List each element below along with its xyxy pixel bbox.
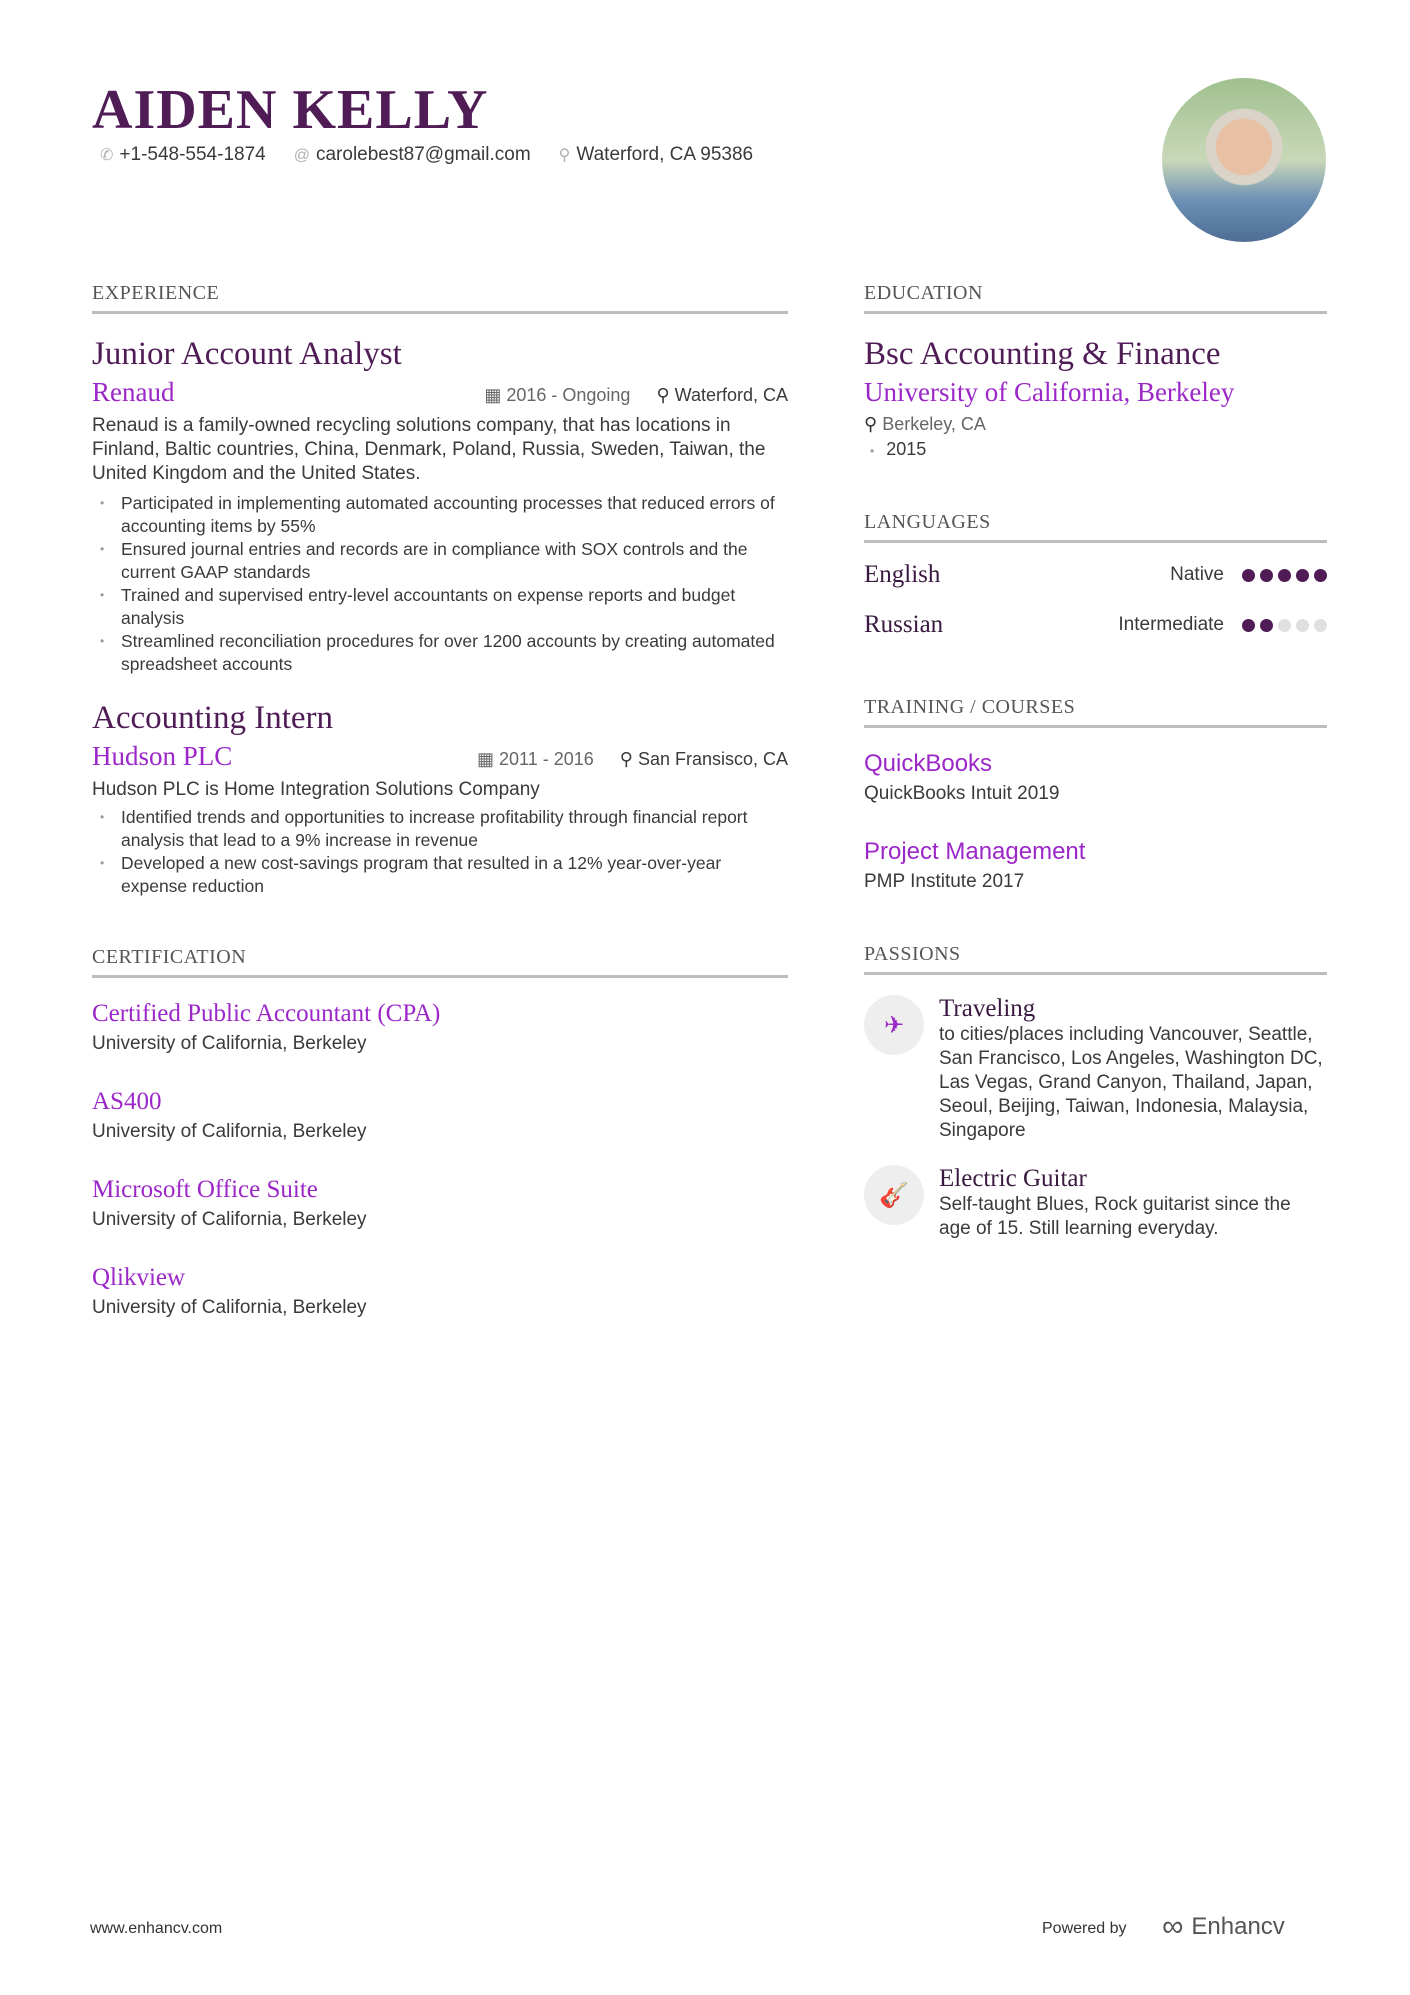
cert-issuer: University of California, Berkeley: [92, 1033, 367, 1054]
education-section: EDUCATION Bsc Accounting & Finance University of California, Berkeley ⚲ Berkeley, CA • 2015: [864, 282, 1327, 460]
passion-description: to cities/places including Vancouver, Seattle, San Francisco, Los Angeles, Washington DC, Las Vegas, Grand Canyon, Thailand, Japan, Seoul, Beijing, Taiwan, Indonesia, Malaysia, Singapore: [939, 1024, 1323, 1141]
bullet: • Trained and supervised entry-level accountants on expense reports and budget analysis: [92, 584, 788, 630]
cert-issuer: University of California, Berkeley: [92, 1209, 367, 1230]
location-pin-icon: ⚲: [656, 385, 675, 405]
location-pin-icon: ⚲: [864, 414, 883, 434]
bullet: • Streamlined reconciliation procedures for over 1200 accounts by creating automated spreadsheet accounts: [92, 630, 788, 676]
certification-section: [92, 946, 788, 1348]
company: Hudson PLC: [92, 741, 233, 771]
bullet-dot: •: [870, 444, 875, 458]
cert-issuer: University of California, Berkeley: [92, 1297, 367, 1318]
rating-dot-filled: [1242, 619, 1255, 632]
section-heading: PASSIONS: [864, 943, 1327, 975]
email[interactable]: @ carolebest87@gmail.com: [293, 144, 531, 165]
language-item: [864, 611, 1327, 639]
cert-name: AS400: [92, 1088, 162, 1115]
graduation-year: 2015: [886, 439, 927, 459]
section-heading: EXPERIENCE: [92, 282, 788, 314]
enhancv-logo: ∞ Enhancv: [1162, 1910, 1285, 1943]
phone: ✆ +1-548-554-1874: [100, 144, 266, 165]
rating-dot-filled: [1260, 619, 1273, 632]
profile-photo: [1162, 78, 1326, 242]
section-heading: CERTIFICATION: [92, 946, 788, 978]
guitar-icon: 🎸: [864, 1165, 924, 1225]
language-level: Intermediate: [1118, 614, 1224, 635]
rating-dot-filled: [1296, 569, 1309, 582]
bullet: • Identified trends and opportunities to increase profitability through financial report analysis that lead to a 9% increase in revenue: [92, 806, 788, 852]
degree: Bsc Accounting & Finance: [864, 336, 1221, 372]
job-description: Renaud is a family-owned recycling solutions company, that has locations in Finland, Baltic countries, China, Denmark, Poland, Russia, Sweden, Taiwan, the United Kingdom and the United States.: [92, 415, 766, 484]
calendar-icon: ▦: [476, 749, 499, 769]
passion-item: [864, 1165, 1327, 1241]
rating-dot-filled: [1242, 569, 1255, 582]
cert-issuer: University of California, Berkeley: [92, 1121, 367, 1142]
contact-info: [100, 144, 753, 166]
rating-dot-empty: [1278, 619, 1291, 632]
rating-dots: [1242, 569, 1327, 582]
cert-name: Qlikview: [92, 1264, 186, 1291]
course-detail: QuickBooks Intuit 2019: [864, 783, 1060, 804]
rating-dot-filled: [1314, 569, 1327, 582]
rating-dot-filled: [1278, 569, 1291, 582]
rating-dots: [1242, 619, 1327, 632]
job-title: Junior Account Analyst: [92, 336, 402, 372]
location-pin-icon: ⚲: [558, 147, 571, 164]
course-name: QuickBooks: [864, 750, 993, 777]
footer-website[interactable]: www.enhancv.com: [90, 1920, 223, 1937]
school: University of California, Berkeley: [864, 377, 1235, 407]
languages-section: [864, 511, 1327, 639]
rating-dot-empty: [1296, 619, 1309, 632]
job-title: Accounting Intern: [92, 700, 334, 736]
language-name: Russian: [864, 611, 944, 638]
language-level: Native: [1170, 564, 1224, 585]
passion-description: Self-taught Blues, Rock guitarist since the age of 15. Still learning everyday.: [939, 1194, 1291, 1239]
bullet: • Participated in implementing automated accounting processes that reduced errors of accounting items by 55%: [92, 492, 788, 538]
training-section: [864, 696, 1327, 922]
bullet: • Ensured journal entries and records are in compliance with SOX controls and the current GAAP standards: [92, 538, 788, 584]
passion-title: Traveling: [939, 995, 1036, 1022]
language-name: English: [864, 561, 941, 588]
location-pin-icon: ⚲: [619, 749, 638, 769]
passion-title: Electric Guitar: [939, 1165, 1087, 1192]
candidate-name: AIDEN KELLY: [92, 79, 489, 141]
rating-dot-filled: [1260, 569, 1273, 582]
job-description: Hudson PLC is Home Integration Solutions Company: [92, 779, 540, 800]
passion-item: [864, 995, 1327, 1143]
powered-by: Powered by: [1042, 1920, 1127, 1937]
experience-section: [92, 282, 788, 898]
bullet: • Developed a new cost-savings program that resulted in a 12% year-over-year expense reduction: [92, 852, 788, 898]
location: ⚲ Waterford, CA 95386: [558, 144, 754, 165]
job-entry: Accounting Intern Hudson PLC ▦ 2011 - 2016 ⚲ San Fransisco, CA Hudson PLC is Home Integration Solutions Company • Identified trends and opportunities to increase profitability through financial report analysis that lead to a 9% increase in revenue • Developed a new cost-savings program that resulted in a 12% year-over-year expense reduction: [92, 698, 788, 898]
at-icon: @: [293, 147, 310, 164]
cert-name: Microsoft Office Suite: [92, 1176, 318, 1203]
phone-icon: ✆: [100, 147, 114, 164]
company: Renaud: [92, 377, 175, 407]
passions-section: [864, 943, 1327, 1241]
rating-dot-empty: [1314, 619, 1327, 632]
infinity-logo-icon: ∞: [1162, 1910, 1184, 1943]
course-detail: PMP Institute 2017: [864, 871, 1025, 892]
section-heading: LANGUAGES: [864, 511, 1327, 543]
airplane-icon: ✈: [864, 995, 924, 1055]
language-item: [864, 561, 1327, 589]
section-heading: EDUCATION: [864, 282, 1327, 314]
cert-name: Certified Public Accountant (CPA): [92, 1000, 441, 1027]
section-heading: TRAINING / COURSES: [864, 696, 1327, 728]
calendar-icon: ▦: [484, 385, 507, 405]
job-entry: Junior Account Analyst Renaud ▦ 2016 - Ongoing ⚲ Waterford, CA Renaud is a family-owned recycling solutions company, that has locations in Finland, Baltic countries, China, Denmark, Poland, Russia, Sweden, Taiwan, the United Kingdom and the United States. • Participated in implementing automated accounting processes that reduced errors of accounting items by 55% • Ensured journal entries and records are in compliance with SOX controls and the current GAAP standards • Trained and supervised entry-level accountants on expense reports and budget analysis • Streamlined reconciliation procedures for over 1200 accounts by creating automated spreadsheet accounts: [92, 334, 788, 676]
course-name: Project Management: [864, 838, 1086, 865]
